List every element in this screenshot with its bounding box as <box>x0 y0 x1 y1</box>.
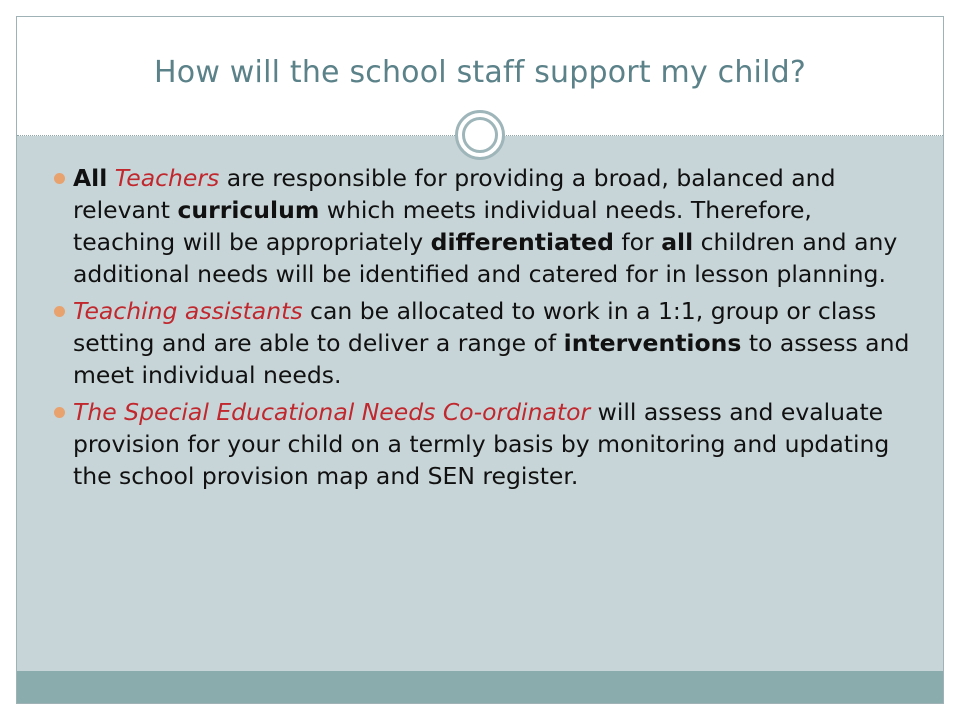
bullet-segment-red-italic: The Special Educational Needs Co-ordinator <box>73 398 591 426</box>
bullet-item-teachers <box>57 162 917 290</box>
bullet-text <box>73 398 889 490</box>
bullet-segment-plain: to assess and meet individual needs. <box>73 329 910 389</box>
ring-inner <box>462 117 498 153</box>
bullet-dot-icon <box>54 407 65 418</box>
slide-title: How will the school staff support my child? <box>154 55 806 90</box>
bullet-segment-bold: interventions <box>563 329 742 357</box>
bullet-text <box>73 297 909 389</box>
bullet-dot-icon <box>54 173 65 184</box>
bullet-segment-plain: are responsible for providing a broad, balanced and relevant <box>73 164 836 224</box>
bullet-segment-plain <box>107 164 114 192</box>
bullet-segment-red-italic: Teachers <box>114 164 220 192</box>
bullet-item-teaching-assistants <box>57 295 917 391</box>
bullet-dot-icon <box>54 306 65 317</box>
slide <box>16 16 944 704</box>
bullet-segment-plain: children and any additional needs will be identified and catered for in lesson planning. <box>73 228 898 288</box>
bullet-item-senco <box>57 396 917 492</box>
bullet-segment-bold: differentiated <box>430 228 614 256</box>
bullet-segment-bold: all <box>661 228 694 256</box>
bullet-segment-plain: which meets individual needs. Therefore, teaching will be appropriately <box>73 196 812 256</box>
bullet-list <box>57 162 917 497</box>
footer-band <box>17 671 943 704</box>
ring-ornament-icon <box>455 110 505 160</box>
bullet-segment-plain: will assess and evaluate provision for your child on a termly basis by monitoring and updating the school provision map and SEN register. <box>73 398 890 490</box>
bullet-segment-plain: can be allocated to work in a 1:1, group or class setting and are able to deliver a range of <box>73 297 877 357</box>
bullet-segment-plain: for <box>613 228 662 256</box>
bullet-segment-red-italic: Teaching assistants <box>73 297 303 325</box>
bullet-text <box>73 164 897 288</box>
bullet-segment-bold: All <box>73 164 108 192</box>
bullet-segment-bold: curriculum <box>177 196 320 224</box>
